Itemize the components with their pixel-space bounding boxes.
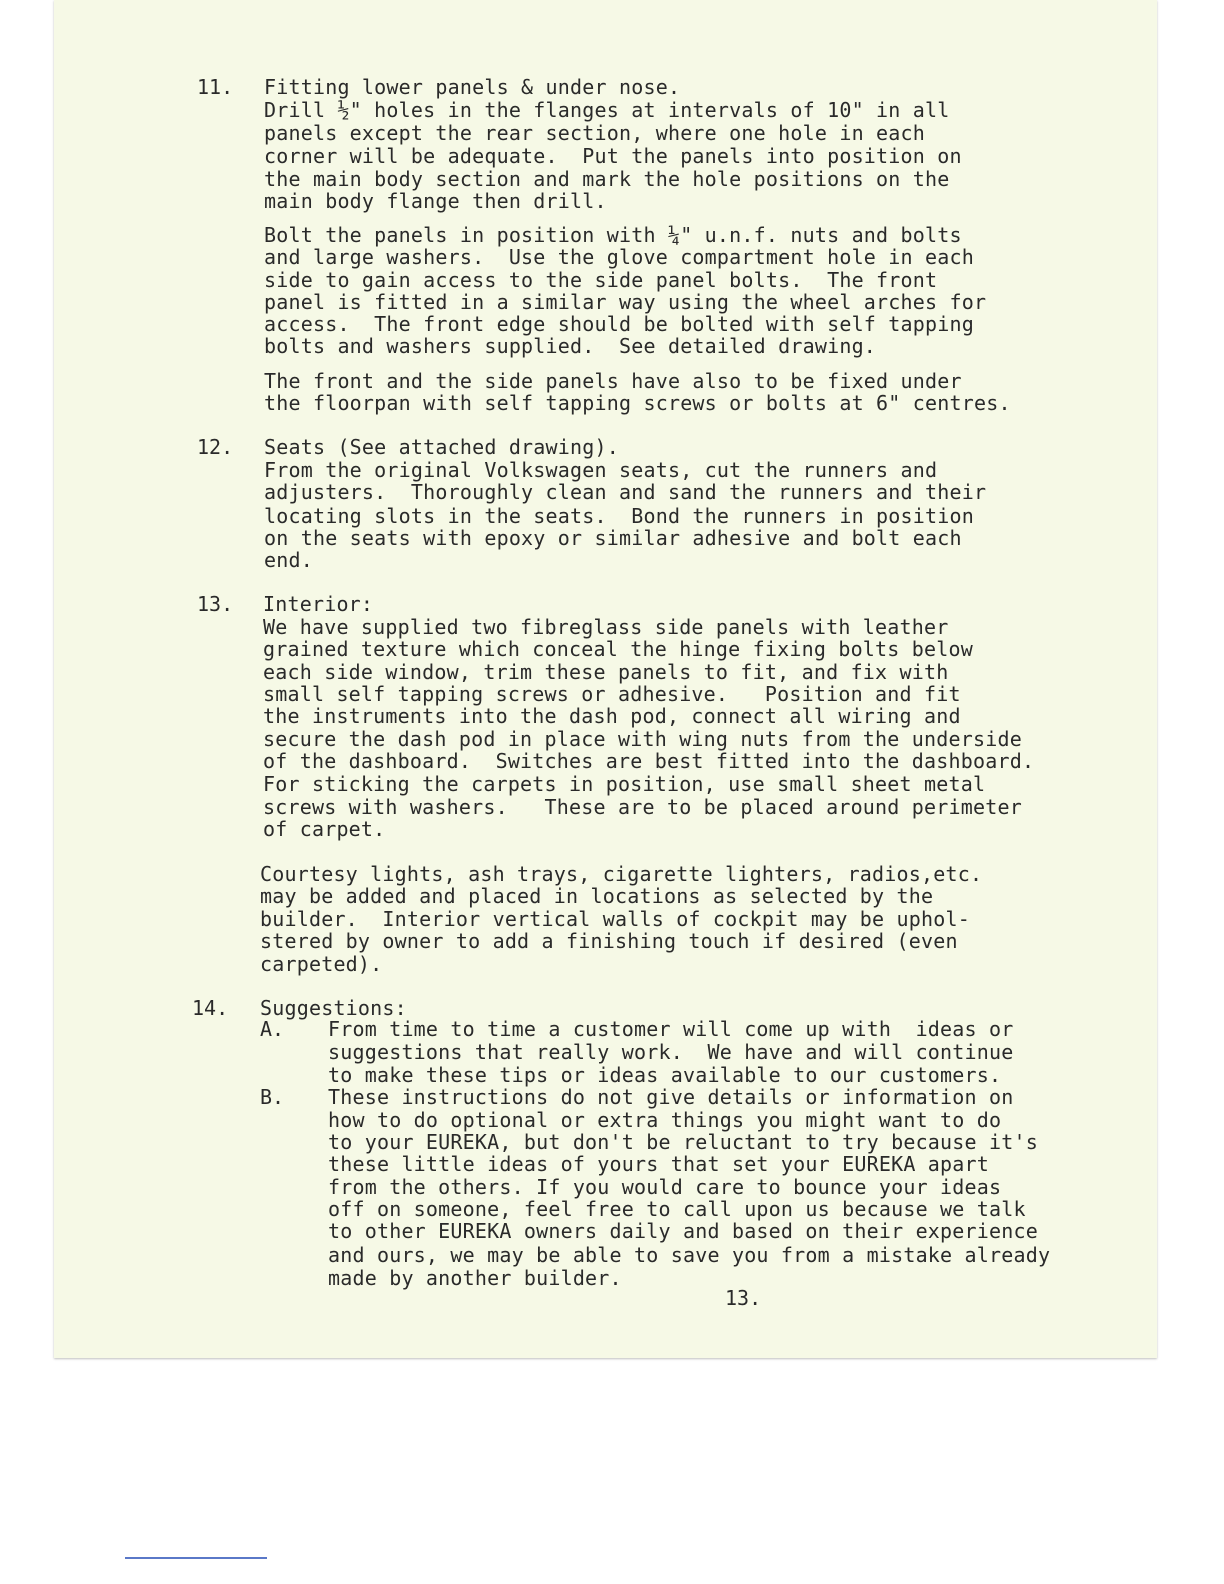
text-line: carpeted). xyxy=(260,952,383,976)
text-line: From the original Volkswagen seats, cut the runners and xyxy=(264,458,938,482)
section-12-heading: Seats (See attached drawing). xyxy=(264,435,619,459)
section-13-heading: Interior: xyxy=(263,592,374,616)
text-line: of carpet. xyxy=(263,817,386,841)
section-number-14: 14. xyxy=(192,996,229,1020)
text-line: and large washers. Use the glove compartment hole in each xyxy=(264,245,974,269)
text-line: corner will be adequate. Put the panels into position on xyxy=(264,144,962,168)
text-line: suggestions that really work. We have and will continue xyxy=(328,1040,1014,1064)
text-line: access. The front edge should be bolted with self tapping xyxy=(264,312,974,336)
text-line: off on someone, feel free to call upon us because we talk xyxy=(328,1197,1026,1221)
section-number-13: 13. xyxy=(197,592,234,616)
text-line: panel is fitted in a similar way using the wheel arches for xyxy=(264,290,987,314)
text-line: made by another builder. xyxy=(328,1266,622,1290)
section-14-heading: Suggestions: xyxy=(260,996,407,1020)
section-number-11: 11. xyxy=(197,75,234,99)
text-line: to make these tips or ideas available to our customers. xyxy=(328,1063,1002,1087)
text-line: From time to time a customer will come up with ideas or xyxy=(328,1017,1014,1041)
text-line: the main body section and mark the hole positions on the xyxy=(264,167,950,191)
text-line: from the others. If you would care to bounce your ideas xyxy=(328,1175,1002,1199)
text-line: grained texture which conceal the hinge fixing bolts below xyxy=(263,637,973,661)
text-line: main body flange then drill. xyxy=(264,189,607,213)
text-line: builder. Interior vertical walls of cockpit may be uphol- xyxy=(260,907,970,931)
section-number-12: 12. xyxy=(197,435,234,459)
text-line: adjusters. Thoroughly clean and sand the runners and their xyxy=(264,480,987,504)
text-line: to other EUREKA owners daily and based on their experience xyxy=(328,1219,1038,1243)
page-number: 13. xyxy=(725,1286,762,1310)
text-line: on the seats with epoxy or similar adhesive and bolt each xyxy=(264,526,962,550)
text-line: how to do optional or extra things you might want to do xyxy=(328,1108,1002,1132)
text-line: these little ideas of yours that set your EUREKA apart xyxy=(328,1152,990,1176)
text-line: each side window, trim these panels to fit, and fix with xyxy=(263,660,949,684)
text-line: Drill ½" holes in the flanges at intervals of 10" in all xyxy=(264,98,950,122)
text-line: Courtesy lights, ash trays, cigarette lighters, radios,etc. xyxy=(260,862,983,886)
text-line: of the dashboard. Switches are best fitted into the dashboard. xyxy=(263,749,1035,773)
text-line: stered by owner to add a finishing touch if desired (even xyxy=(260,929,958,953)
text-line: The front and the side panels have also to be fixed under xyxy=(264,369,962,393)
sub-label-a: A. xyxy=(260,1017,285,1041)
footer-rule xyxy=(125,1557,267,1559)
text-line: We have supplied two fibreglass side panels with leather xyxy=(263,615,949,639)
text-line: the instruments into the dash pod, connect all wiring and xyxy=(263,704,961,728)
text-line: panels except the rear section, where one hole in each xyxy=(264,121,926,145)
text-line: For sticking the carpets in position, use small sheet metal xyxy=(263,772,986,796)
text-line: bolts and washers supplied. See detailed drawing. xyxy=(264,334,877,358)
text-line: Bolt the panels in position with ¼" u.n.f. nuts and bolts xyxy=(264,223,962,247)
text-line: screws with washers. These are to be placed around perimeter xyxy=(263,795,1022,819)
text-line: secure the dash pod in place with wing nuts from the underside xyxy=(263,727,1022,751)
text-line: side to gain access to the side panel bolts. The front xyxy=(264,268,938,292)
text-line: locating slots in the seats. Bond the runners in position xyxy=(264,504,974,528)
sub-label-b: B. xyxy=(260,1085,285,1109)
text-line: and ours, we may be able to save you from a mistake already xyxy=(328,1243,1051,1267)
text-line: the floorpan with self tapping screws or bolts at 6" centres. xyxy=(264,391,1011,415)
text-line: These instructions do not give details or information on xyxy=(328,1085,1014,1109)
text-line: may be added and placed in locations as selected by the xyxy=(260,884,934,908)
text-line: to your EUREKA, but don't be reluctant to try because it's xyxy=(328,1130,1038,1154)
text-line: end. xyxy=(264,548,313,572)
section-11-heading: Fitting lower panels & under nose. xyxy=(264,75,681,99)
text-line: small self tapping screws or adhesive. Position and fit xyxy=(263,682,961,706)
document-page xyxy=(54,0,1157,1358)
